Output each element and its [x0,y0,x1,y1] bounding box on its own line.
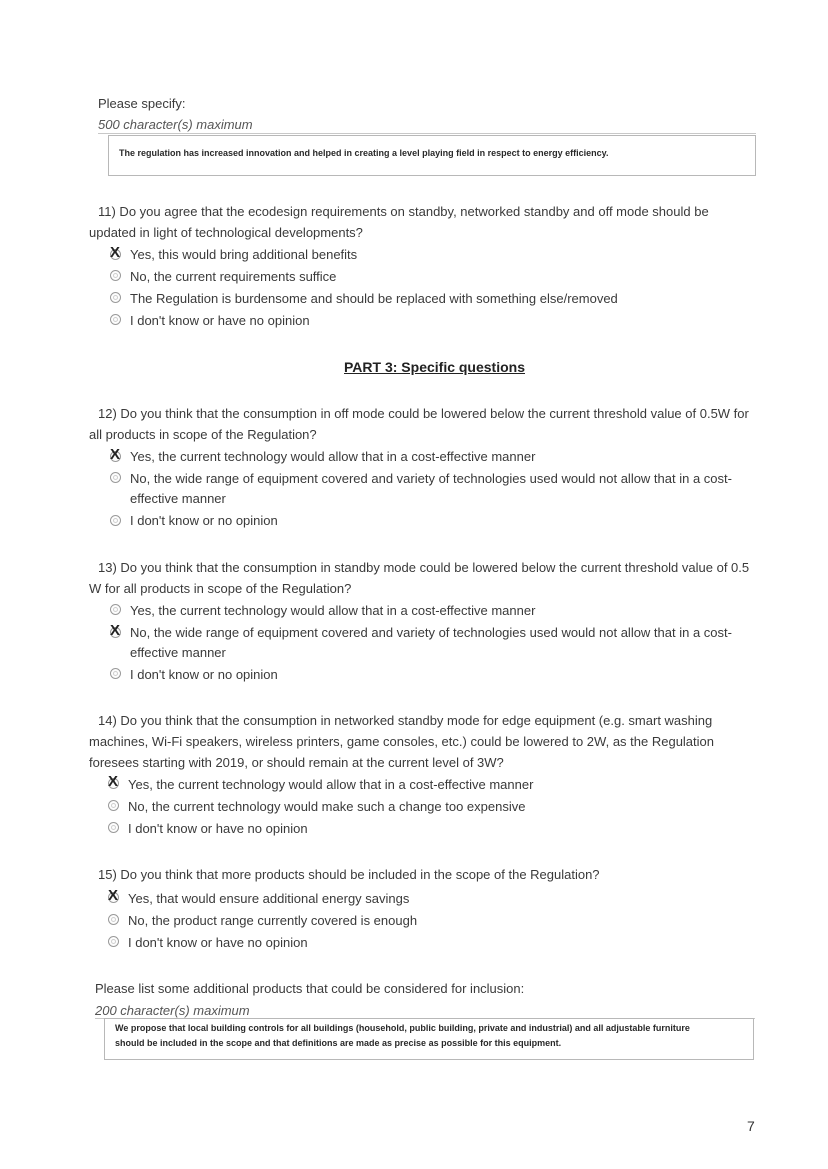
q14-option-1-radio[interactable] [108,773,119,790]
q14-option-3-radio[interactable] [108,822,119,833]
q13-option-2-radio[interactable] [110,622,121,639]
q15-option-3-label: I don't know or have no opinion [128,935,308,950]
q12-option-2-label-line1: No, the wide range of equipment covered and variety of technologies used would not allow that in a cost- [130,471,732,486]
q14-option-3-label: I don't know or have no opinion [128,821,308,836]
q11-option-1-label: Yes, this would bring additional benefits [130,247,358,262]
q11-option-3-radio[interactable] [110,292,121,303]
q13-option-2-label-line2: effective manner [130,645,226,660]
specify-answer-text: The regulation has increased innovation and helped in creating a level playing field in respect to energy efficiency. [119,148,609,158]
q15-option-1-radio[interactable] [108,887,119,904]
q13-option-3-radio[interactable] [110,668,121,679]
q14-selected-mark: X [108,773,119,790]
q13-option-1-label: Yes, the current technology would allow that in a cost-effective manner [130,603,536,618]
q14-option-2-radio[interactable] [108,800,119,811]
q12-option-3-label: I don't know or no opinion [130,513,278,528]
q14-option-1-label: Yes, the current technology would allow that in a cost-effective manner [128,777,534,792]
specify-answer-box[interactable] [108,135,756,176]
q12-option-3-radio[interactable] [110,515,121,526]
q11-option-2-label: No, the current requirements suffice [130,269,337,284]
q13-option-1-radio[interactable] [110,604,121,615]
q15-option-2-radio[interactable] [108,914,119,925]
q13-text-line2: W for all products in scope of the Regulation? [89,581,352,596]
q12-option-2-label-line2: effective manner [130,491,226,506]
products-char-limit: 200 character(s) maximum [95,1003,250,1018]
q11-selected-mark: X [110,244,121,261]
q12-text-line2: all products in scope of the Regulation? [89,427,317,442]
products-answer-text-line2: should be included in the scope and that definitions are made as precise as possible for this equipment. [115,1038,562,1048]
q12-text-line1: 12) Do you think that the consumption in off mode could be lowered below the current threshold value of 0.5W for [98,406,749,421]
q15-text-line1: 15) Do you think that more products should be included in the scope of the Regulation? [98,867,600,882]
q15-option-3-radio[interactable] [108,936,119,947]
q13-text-line1: 13) Do you think that the consumption in standby mode could be lowered below the current threshold value of 0.5 [98,560,750,575]
q13-option-2-label-line1: No, the wide range of equipment covered and variety of technologies used would not allow that in a cost- [130,625,732,640]
q15-option-1-label: Yes, that would ensure additional energy savings [128,891,410,906]
q11-option-3-label: The Regulation is burdensome and should be replaced with something else/removed [130,291,618,306]
q11-text-line2: updated in light of technological developments? [89,225,363,240]
q14-text-line1: 14) Do you think that the consumption in networked standby mode for edge equipment (e.g. smart washing [98,713,713,728]
q11-text-line1: 11) Do you agree that the ecodesign requirements on standby, networked standby and off mode should be [98,204,709,219]
q13-selected-mark: X [110,622,121,639]
page-number: 7 [747,1118,755,1134]
products-answer-text-line1: We propose that local building controls for all buildings (household, public building, private and industrial) and all adjustable furniture [115,1023,690,1033]
q11-option-2-radio[interactable] [110,270,121,281]
products-label: Please list some additional products that could be considered for inclusion: [95,981,525,996]
products-answer-box[interactable] [104,1018,754,1060]
specify-char-limit: 500 character(s) maximum [98,117,253,132]
q12-option-1-label: Yes, the current technology would allow that in a cost-effective manner [130,449,536,464]
q12-option-2-radio[interactable] [110,472,121,483]
q12-selected-mark: X [110,446,121,463]
q11-option-1-radio[interactable] [110,244,121,261]
q11-option-4-radio[interactable] [110,314,121,325]
q15-selected-mark: X [108,887,119,904]
specify-label: Please specify: [98,96,186,111]
q15-option-2-label: No, the product range currently covered is enough [128,913,418,928]
q11-option-4-label: I don't know or have no opinion [130,313,310,328]
q13-option-3-label: I don't know or no opinion [130,667,278,682]
q14-text-line2: machines, Wi-Fi speakers, wireless printers, game consoles, etc.) could be lowered to 2W, as the Regulation [89,734,714,749]
q14-text-line3: foresees starting with 2019, or should remain at the current level of 3W? [89,755,504,770]
section-heading: PART 3: Specific questions [344,359,525,375]
q14-option-2-label: No, the current technology would make such a change too expensive [128,799,526,814]
hint-underline [98,133,756,134]
q12-option-1-radio[interactable] [110,446,121,463]
